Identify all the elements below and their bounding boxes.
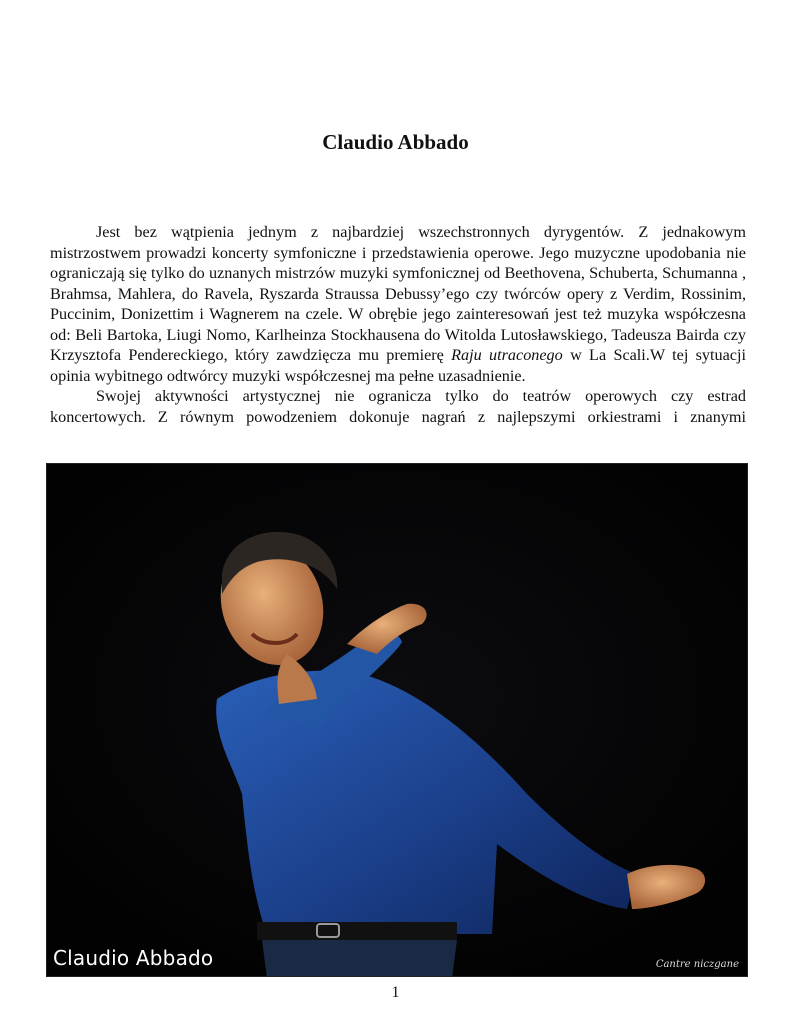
photo-caption: Claudio Abbado [53,946,214,970]
paragraph: Swojej aktywności artystycznej nie ogranicza tylko do teatrów operowych czy estrad koncertowych. Z równym powodzeniem dokonuje nagrań z najlepszymi orkiestrami i znanymi [50,387,746,426]
paragraph [50,222,746,386]
photographer-signature: Cantre niczgane [655,959,739,970]
page-number: 1 [391,984,400,1001]
italic-title: Raju utraconego [451,346,563,364]
paragraph-text: Jest bez wątpienia jednym z najbardziej wszechstronnych dyrygentów. Z jednakowym mistrzostwem prowadzi koncerty symfoniczne i przedstawienia operowe. Jego muzyczne upodobania nie ograniczają się tylko do uznanych mistrzów muzyki symfonicznej od Beethovena, Schuberta, Schumanna , Brahmsa, Mahlera, do Ravela, Ryszarda Straussa Debussy’ego czy twórców opery z Verdim, Rossinim, Puccinim, Donizettim i Wagnerem na czele. W obrębie jego zainteresowań jest też muzyka współczesna od: Beli Bartoka, Liugi Nomo, Karlheinza Stockhausena do Witolda Lutosławskiego, Tadeusza Bairda czy Krzysztofa Pendereckiego, który zawdzięcza mu premierę [50,223,746,364]
conductor-photo [46,463,748,977]
page-title: Claudio Abbado [322,130,469,154]
paragraph-text: w La Scali.W tej sytuacji opinia wybitnego odtwórcy muzyki współczesnej ma pełne uzasadnienie. [50,346,746,385]
conductor-illustration [47,464,748,977]
body-text [50,222,746,427]
